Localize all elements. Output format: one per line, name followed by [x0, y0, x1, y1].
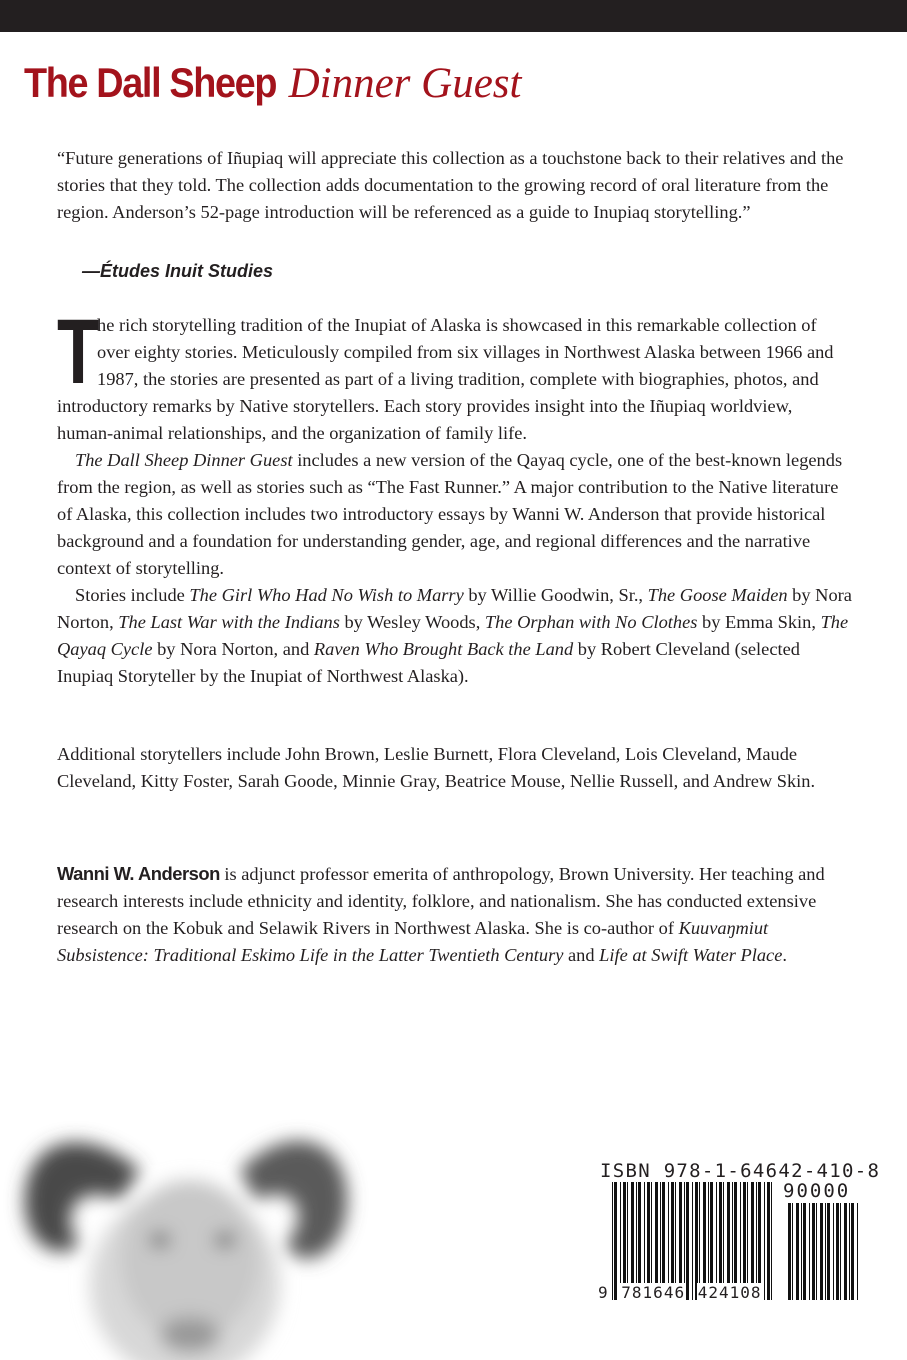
price-code: 90000 [783, 1180, 851, 1202]
description-paragraph [57, 582, 852, 690]
book-title-ref: Life at Swift Water Place [599, 945, 783, 965]
story-title: The Goose Maiden [647, 585, 788, 605]
barcode-bar [844, 1203, 847, 1300]
text-segment: by Nora Norton, [57, 585, 852, 632]
barcode-bar [840, 1203, 841, 1300]
dall-sheep-photo [0, 1060, 420, 1360]
title-italic: Dinner Guest [288, 60, 522, 107]
barcode-bar [801, 1203, 802, 1300]
quote-attribution: —Études Inuit Studies [82, 261, 274, 281]
description-paragraph [57, 301, 852, 447]
text-segment: is adjunct professor emerita of anthropology, Brown University. Her teaching and research interests include ethnicity and identity, folklore, and nationalism. She has conducted extensive research on the Kobuk and Selawik Rivers in Northwest Alaska. She is co-author of [57, 864, 825, 938]
story-title: The Dall Sheep Dinner Guest [75, 450, 293, 470]
barcode-bar [827, 1203, 830, 1300]
isbn-number: ISBN 978-1-64642-410-8 [600, 1160, 881, 1182]
barcode-bar [796, 1203, 799, 1300]
story-title: The Qayaq Cycle [57, 612, 849, 659]
title-bold: The Dall Sheep [24, 59, 277, 106]
text-segment: Stories include [75, 585, 190, 605]
story-title: Raven Who Brought Back the Land [313, 639, 574, 659]
barcode-bar [803, 1203, 806, 1300]
ean-left: 781646 [621, 1283, 686, 1302]
top-band [0, 0, 907, 32]
barcode-bar [836, 1203, 839, 1300]
book-title [24, 59, 522, 107]
barcode-bar [764, 1182, 765, 1300]
barcode-bar [809, 1203, 810, 1300]
barcode-bar [788, 1203, 791, 1300]
barcode-bar [857, 1203, 858, 1300]
author-name: Wanni W. Anderson [57, 863, 220, 884]
barcode-bar [816, 1203, 817, 1300]
story-title: The Girl Who Had No Wish to Marry [189, 585, 464, 605]
barcode-bar [851, 1203, 854, 1300]
book-title-ref: Kuuvaŋmiut Subsistence: Traditional Eskimo Life in the Latter Twentieth Century [57, 918, 769, 965]
story-title: The Orphan with No Clothes [484, 612, 698, 632]
description-paragraph [57, 447, 852, 582]
text-segment: by Emma Skin, [697, 612, 821, 632]
text-segment: and [563, 945, 600, 965]
additional-storytellers: Additional storytellers include John Brown, Leslie Burnett, Flora Cleveland, Lois Cleveland, Maude Cleveland, Kitty Foster, Sarah Goode, Minnie Gray, Beatrice Mouse, Nellie Russell, and Andrew Skin. [57, 744, 816, 791]
barcode-bar [849, 1203, 850, 1300]
ean-right: 424108 [697, 1283, 762, 1302]
barcode-bar [771, 1182, 772, 1300]
text-segment: by Nora Norton, and [152, 639, 314, 659]
text-segment: includes a new version of the Qayaq cycle, one of the best-known legends from the region, as well as stories such as “The Fast Runner.” A major contribution to the Native literature of Alaska, this collection includes two introductory essays by Wanni W. Anderson that provide historical background and a foundation for understanding gender, age, and regional differences and the narrative context of storytelling. [57, 450, 843, 578]
ean-digits [597, 1283, 763, 1302]
barcode-bar [833, 1203, 834, 1300]
review-quote: “Future generations of Iñupiaq will appreciate this collection as a touchstone back to their relatives and the stories that they told. The collection adds documentation to the growing record of oral literature from the region. Anderson’s 52-page introduction will be referenced as a guide to Inupiaq storytelling.” [57, 148, 844, 222]
barcode-bar [812, 1203, 815, 1300]
text-segment: by Robert Cleveland (selected Inupiaq Storyteller by the Inupiat of Northwest Alaska). [57, 639, 800, 686]
text-segment: by Wesley Woods, [339, 612, 485, 632]
story-title: The Last War with the Indians [118, 612, 340, 632]
book-description [57, 301, 852, 690]
text-segment: by Willie Goodwin, Sr., [463, 585, 648, 605]
text-segment: he rich storytelling tradition of the Inupiat of Alaska is showcased in this remarkable collection of over eighty stories. Meticulously compiled from six villages in Northwest Alaska between 1966 and 1987, the stories are presented as part of a living tradition, complete with biographies, photos, and introductory remarks by Native storytellers. Each story provides insight into the Iñupiaq worldview, human-animal relationships, and the organization of family life. [57, 315, 834, 443]
drop-cap: T [57, 301, 100, 403]
barcode-bar [825, 1203, 826, 1300]
barcode-bar [820, 1203, 823, 1300]
barcode-bar [767, 1182, 770, 1300]
barcode-bar [792, 1203, 793, 1300]
text-segment: . [782, 945, 787, 965]
ean-prefix: 9 [598, 1283, 609, 1302]
author-bio [57, 860, 852, 969]
